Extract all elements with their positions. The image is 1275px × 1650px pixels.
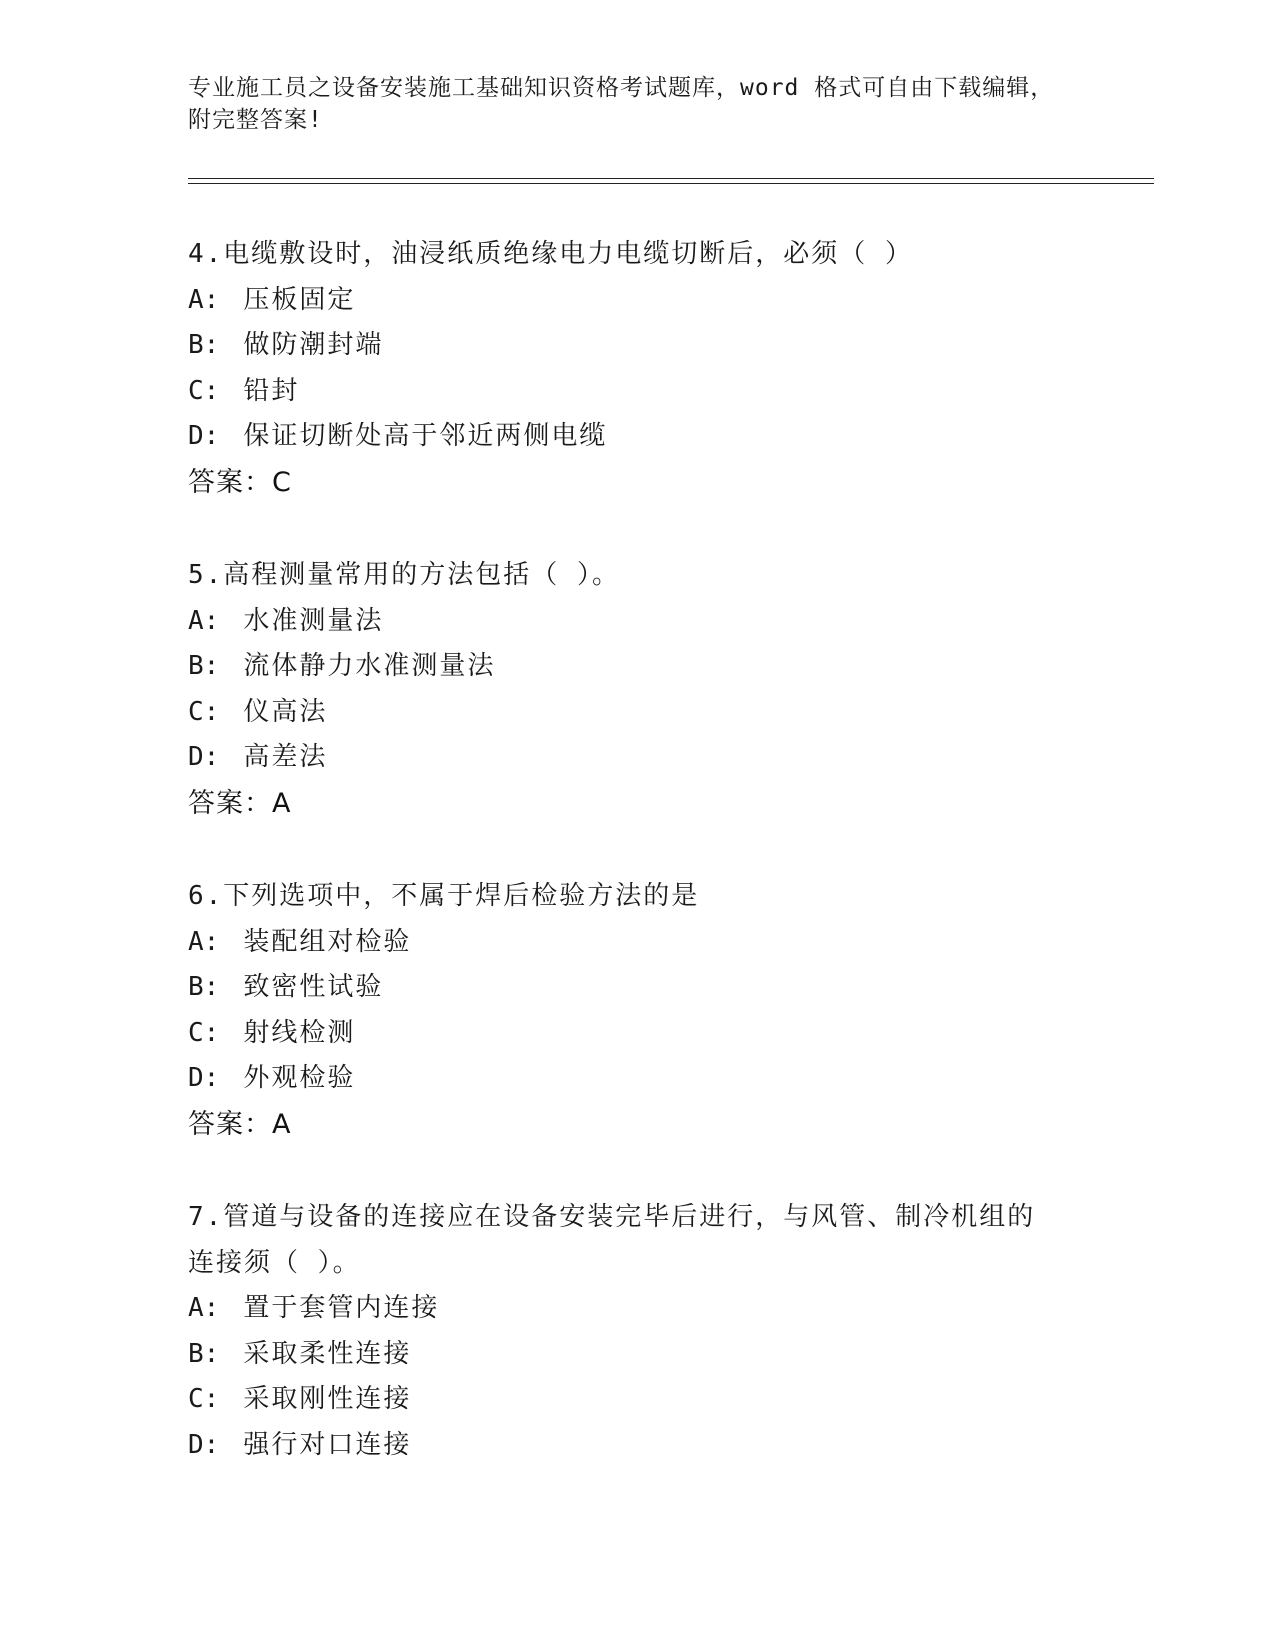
- option-c: [188, 1011, 1088, 1057]
- option-letter: A:: [188, 1293, 220, 1323]
- option-letter: B:: [188, 972, 220, 1002]
- option-text: 流体静力水准测量法: [243, 651, 496, 681]
- header-divider-top: [188, 178, 1154, 179]
- question-4: [188, 232, 1088, 505]
- document-header: [188, 72, 1088, 136]
- question-stem: 7.管道与设备的连接应在设备安装完毕后进行，与风管、制冷机组的: [188, 1202, 1036, 1232]
- option-d: [188, 735, 1088, 781]
- header-divider-bottom: [188, 183, 1154, 184]
- question-list: [188, 232, 1088, 1516]
- option-letter: D:: [188, 742, 220, 772]
- option-a: [188, 920, 1088, 966]
- option-letter: C:: [188, 1017, 220, 1048]
- option-letter: B:: [188, 330, 220, 360]
- option-b: [188, 323, 1088, 369]
- header-line-2: 附完整答案!: [188, 107, 323, 133]
- option-text: 保证切断处高于邻近两侧电缆: [243, 421, 608, 451]
- option-text: 铅封: [243, 375, 300, 406]
- option-text: 强行对口连接: [243, 1429, 412, 1460]
- question-7: [188, 1195, 1088, 1468]
- option-text: 做防潮封端: [243, 330, 384, 360]
- option-letter: D:: [188, 421, 220, 451]
- option-text: 水准测量法: [243, 605, 384, 636]
- option-letter: D:: [188, 1429, 220, 1460]
- answer-line: 答案：C: [188, 466, 292, 498]
- option-d: [188, 414, 1088, 460]
- option-a: [188, 599, 1088, 645]
- option-text: 采取柔性连接: [243, 1338, 412, 1369]
- question-stem-continued: 连接须（ ）。: [188, 1247, 361, 1278]
- option-text: 装配组对检验: [243, 926, 412, 957]
- option-c: [188, 690, 1088, 736]
- answer-line: 答案：A: [188, 1108, 292, 1140]
- header-line-1: 专业施工员之设备安装施工基础知识资格考试题库，word 格式可自由下载编辑，: [188, 75, 1055, 101]
- option-b: [188, 1332, 1088, 1378]
- answer-line: 答案：A: [188, 787, 292, 819]
- option-a: [188, 278, 1088, 324]
- option-text: 射线检测: [243, 1017, 356, 1048]
- option-d: [188, 1423, 1088, 1469]
- option-d: [188, 1056, 1088, 1102]
- question-stem: 4.电缆敷设时，油浸纸质绝缘电力电缆切断后，必须（ ）: [188, 239, 913, 269]
- question-stem: 6.下列选项中，不属于焊后检验方法的是: [188, 881, 700, 911]
- option-text: 高差法: [243, 742, 328, 772]
- question-5: [188, 553, 1088, 826]
- option-letter: B:: [188, 651, 220, 681]
- option-letter: B:: [188, 1338, 220, 1369]
- option-letter: C:: [188, 696, 220, 727]
- option-letter: D:: [188, 1063, 220, 1093]
- option-c: [188, 1377, 1088, 1423]
- option-letter: A:: [188, 926, 220, 957]
- question-stem: 5.高程测量常用的方法包括（ ）。: [188, 560, 620, 590]
- option-letter: A:: [188, 284, 220, 315]
- option-text: 压板固定: [243, 284, 356, 315]
- option-text: 采取刚性连接: [243, 1384, 412, 1414]
- question-6: [188, 874, 1088, 1147]
- option-letter: C:: [188, 1384, 220, 1414]
- option-text: 置于套管内连接: [243, 1293, 440, 1323]
- option-b: [188, 965, 1088, 1011]
- option-a: [188, 1286, 1088, 1332]
- option-text: 致密性试验: [243, 972, 384, 1002]
- option-b: [188, 644, 1088, 690]
- option-letter: C:: [188, 375, 220, 406]
- option-text: 仪高法: [243, 696, 328, 727]
- option-letter: A:: [188, 605, 220, 636]
- option-c: [188, 369, 1088, 415]
- option-text: 外观检验: [243, 1063, 356, 1093]
